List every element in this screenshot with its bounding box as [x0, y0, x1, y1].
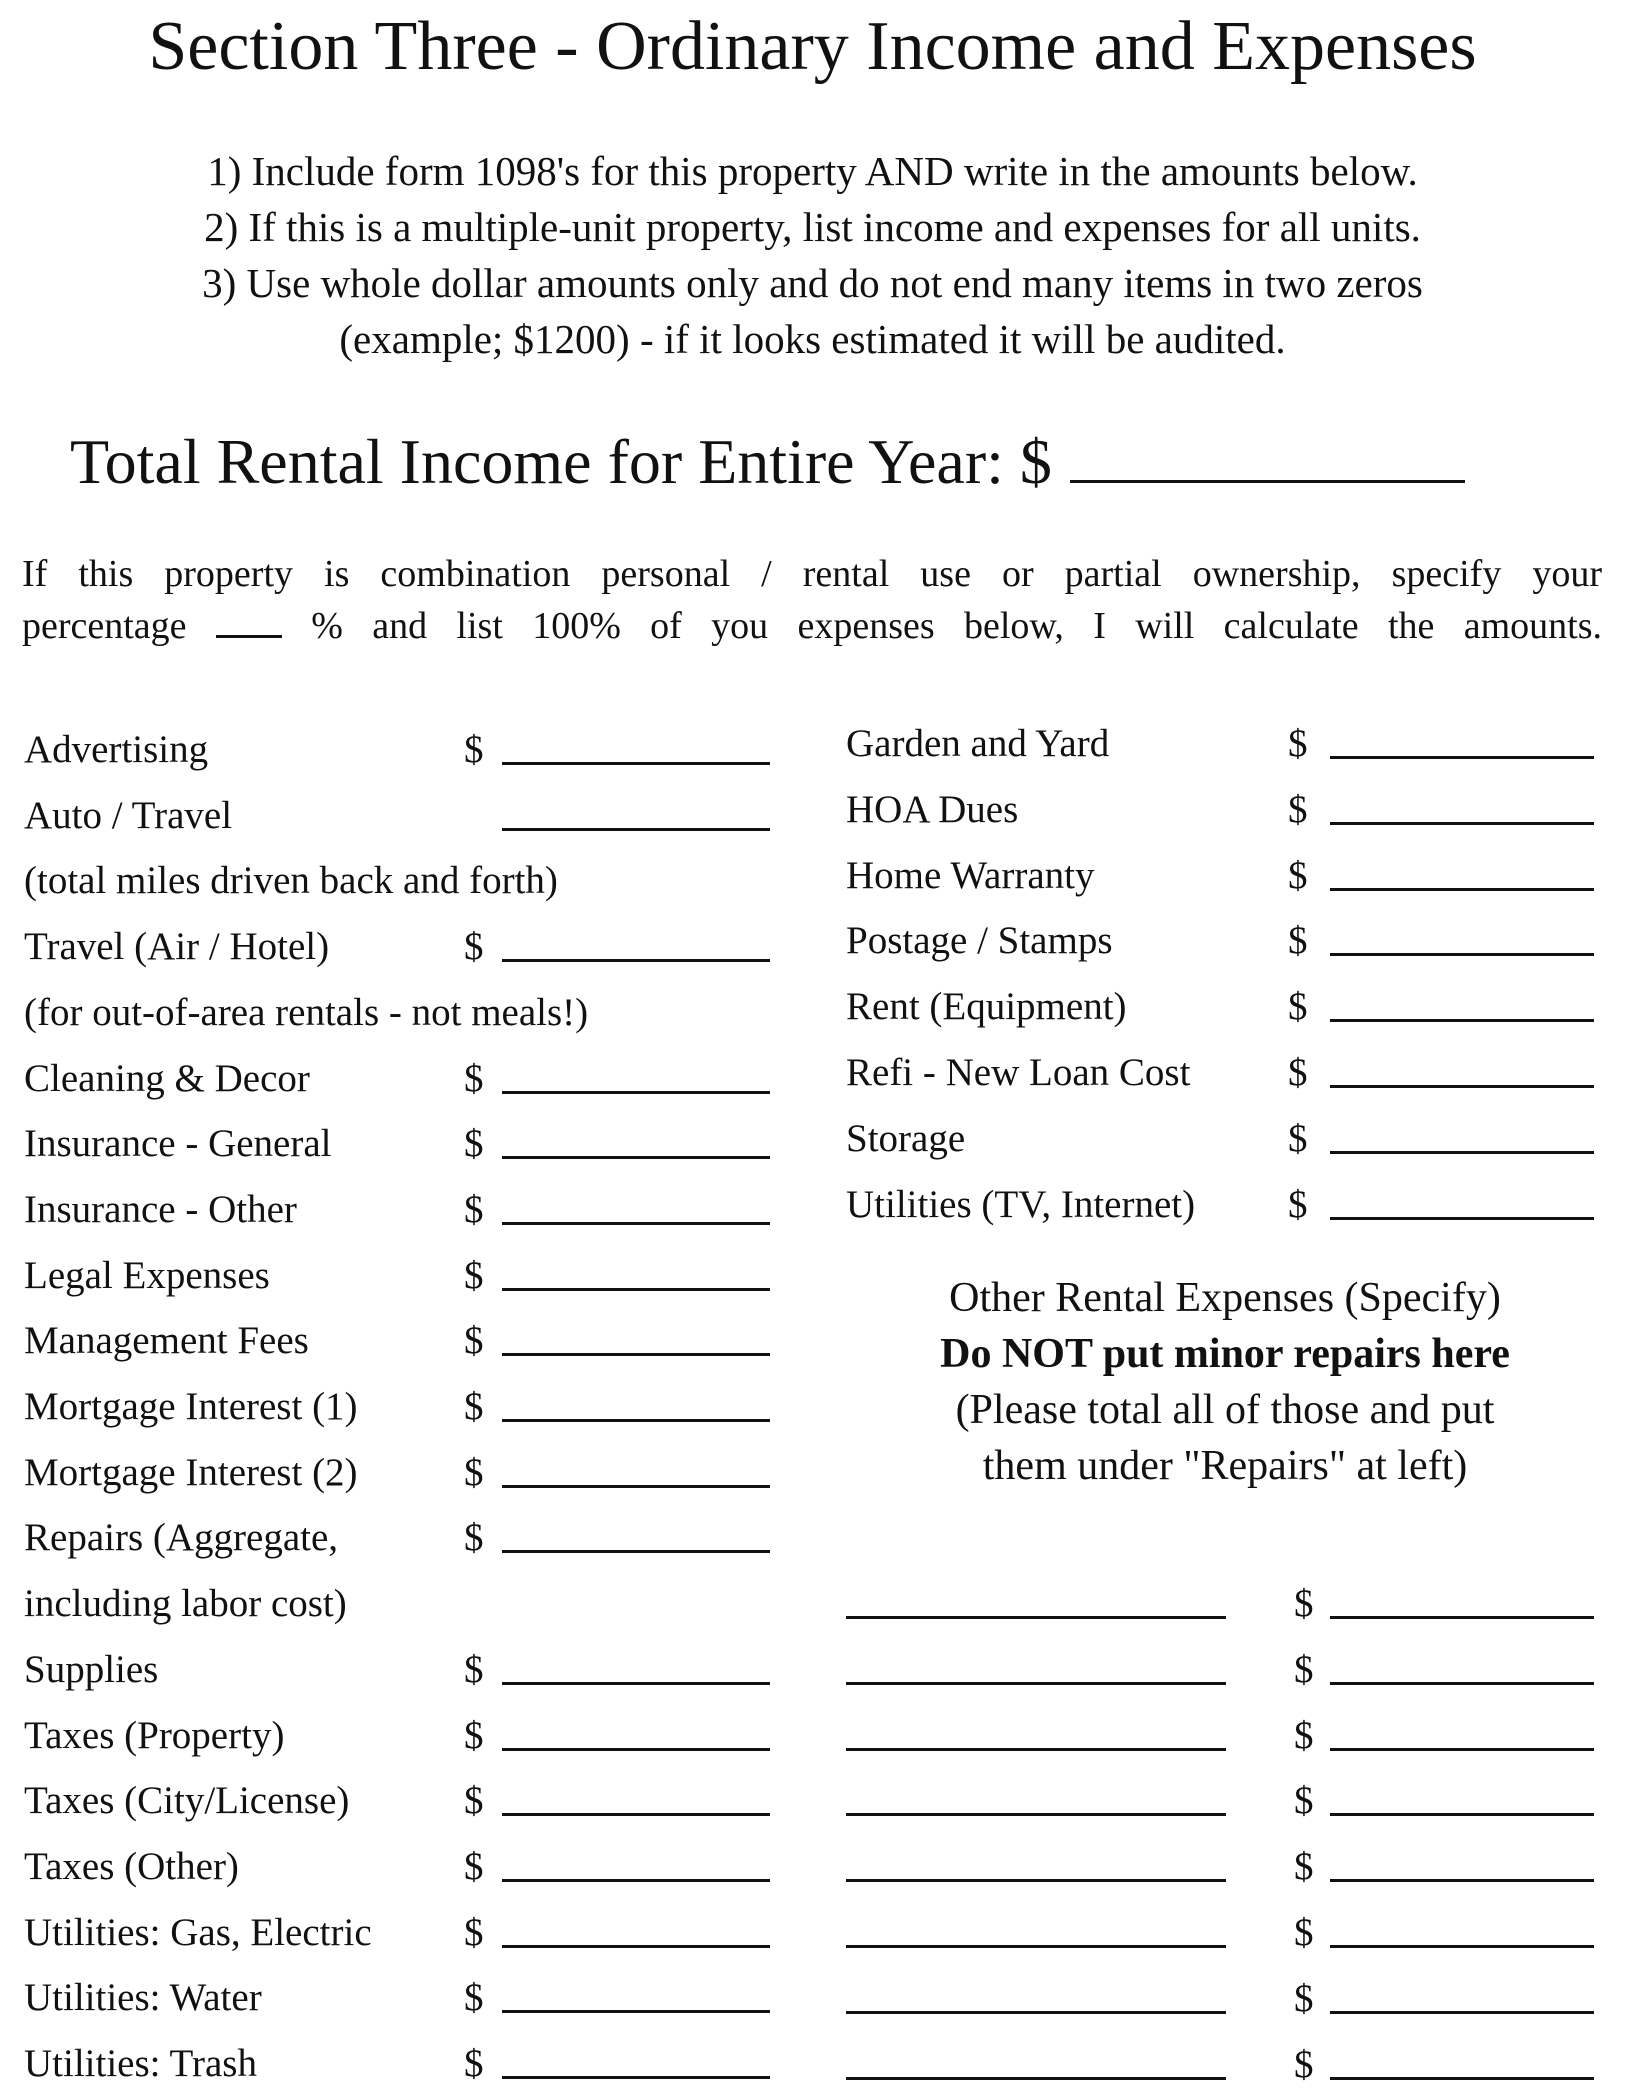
- dollar-sign: $: [1294, 1713, 1314, 1757]
- amount-field-utilities-water[interactable]: [502, 1966, 770, 2013]
- expense-label: Utilities: Water: [24, 1976, 262, 2020]
- dollar-sign: $: [1288, 919, 1308, 963]
- instruction-2: 2) If this is a multiple-unit property, list income and expenses for all units.: [204, 204, 1421, 250]
- dollar-sign: $: [1294, 1845, 1314, 1889]
- dollar-sign: $: [1288, 1051, 1308, 1094]
- expense-label: Utilities: Gas, Electric: [24, 1910, 372, 1954]
- expense-row-taxes-property: [24, 1704, 784, 1768]
- expense-label: Taxes (Property): [24, 1713, 285, 1757]
- instruction-3: 3) Use whole dollar amounts only and do not end many items in two zeros: [202, 260, 1423, 306]
- amount-field-cleaning-decor[interactable]: [502, 1047, 770, 1094]
- amount-field-utilities-trash[interactable]: [502, 2032, 770, 2079]
- other-expense-amount-field[interactable]: [1330, 1572, 1594, 1619]
- other-expenses-instruction-2: them under "Repairs" at left): [982, 1443, 1468, 1489]
- dollar-sign: $: [464, 1779, 484, 1823]
- expense-row-travel-air-hotel: [24, 915, 784, 979]
- expense-label: Utilities: Trash: [24, 2042, 257, 2085]
- expense-label: Repairs (Aggregate,: [24, 1516, 339, 1560]
- expense-label: HOA Dues: [846, 787, 1019, 831]
- other-expense-amount-field[interactable]: [1330, 1769, 1594, 1816]
- expense-row-including-labor-cost: [24, 1572, 784, 1636]
- dollar-sign: $: [464, 1713, 484, 1757]
- expense-label: Legal Expenses: [24, 1253, 270, 1297]
- expense-label: Insurance - Other: [24, 1187, 297, 1231]
- expense-label: Rent (Equipment): [846, 985, 1127, 1029]
- expense-label: Home Warranty: [846, 853, 1095, 897]
- dollar-sign: $: [1288, 787, 1308, 831]
- partial-use-line-2: [22, 600, 1602, 652]
- dollar-sign: $: [1294, 1647, 1314, 1691]
- amount-field-taxes-city-license[interactable]: [502, 1769, 770, 1816]
- expense-row-mortgage-interest-1: [24, 1375, 784, 1439]
- other-expense-description-field[interactable]: [846, 1967, 1226, 2014]
- dollar-sign: $: [464, 1187, 484, 1231]
- dollar-sign: $: [464, 1122, 484, 1166]
- expense-label: Postage / Stamps: [846, 919, 1113, 963]
- expense-label: (total miles driven back and forth): [24, 859, 558, 903]
- dollar-sign: $: [464, 1647, 484, 1691]
- expense-row-advertising: [24, 718, 784, 782]
- amount-field-hoa-dues[interactable]: [1330, 778, 1594, 825]
- expense-row-garden-and-yard: [846, 712, 1606, 776]
- dollar-sign: $: [464, 1910, 484, 1954]
- expense-row-supplies: [24, 1638, 784, 1702]
- expense-label: Mortgage Interest (2): [24, 1450, 358, 1494]
- expense-label: Garden and Yard: [846, 722, 1110, 765]
- expense-row-utilities-water: [24, 1966, 784, 2030]
- expense-row-rent-equipment: [846, 975, 1606, 1039]
- other-expense-amount-field[interactable]: [1330, 2033, 1594, 2080]
- amount-field-mortgage-interest-1[interactable]: [502, 1375, 770, 1422]
- amount-field-travel-air-hotel[interactable]: [502, 915, 770, 962]
- expense-row-postage-stamps: [846, 909, 1606, 973]
- amount-field-insurance-general[interactable]: [502, 1112, 770, 1159]
- dollar-sign: $: [464, 925, 484, 969]
- dollar-sign: $: [1288, 1116, 1308, 1160]
- expense-row-mortgage-interest-2: [24, 1441, 784, 1505]
- expense-label: Taxes (Other): [24, 1844, 239, 1888]
- percentage-label: percentage: [22, 605, 187, 647]
- expense-label: Cleaning & Decor: [24, 1056, 310, 1100]
- other-expense-amount-field[interactable]: [1330, 1835, 1594, 1882]
- dollar-sign: $: [464, 1844, 484, 1888]
- other-expense-row: [846, 1901, 1606, 1965]
- total-rental-income-field[interactable]: [1070, 418, 1465, 483]
- other-expense-description-field[interactable]: [846, 1769, 1226, 1816]
- dollar-sign: $: [464, 1253, 484, 1297]
- instructions: [0, 143, 1625, 367]
- percentage-suffix: % and list 100% of you expenses below, I will calculate the amounts.: [311, 605, 1603, 647]
- amount-field-utilities-tv-internet[interactable]: [1330, 1173, 1594, 1220]
- other-expenses-instruction-1: (Please total all of those and put: [955, 1387, 1495, 1433]
- page-title: Section Three - Ordinary Income and Expenses: [148, 8, 1477, 85]
- expense-label: Storage: [846, 1116, 966, 1160]
- total-rental-income-label: Total Rental Income for Entire Year: $: [70, 426, 1052, 497]
- other-expense-description-field[interactable]: [846, 2033, 1226, 2080]
- expense-row-legal-expenses: [24, 1244, 784, 1308]
- dollar-sign: $: [1294, 1582, 1314, 1625]
- dollar-sign: $: [1288, 1182, 1308, 1226]
- expense-row-hoa-dues: [846, 778, 1606, 842]
- other-expense-amount-field[interactable]: [1330, 1704, 1594, 1751]
- dollar-sign: $: [464, 1319, 484, 1363]
- expense-label: Mortgage Interest (1): [24, 1385, 358, 1428]
- amount-field-utilities-gas-electric[interactable]: [502, 1901, 770, 1948]
- expense-label: Travel (Air / Hotel): [24, 925, 330, 969]
- amount-field-management-fees[interactable]: [502, 1309, 770, 1356]
- amount-field-rent-equipment[interactable]: [1330, 975, 1594, 1022]
- expense-row-utilities-tv-internet: [846, 1173, 1606, 1237]
- percentage-field[interactable]: [216, 605, 282, 638]
- expense-row-insurance-general: [24, 1112, 784, 1176]
- dollar-sign: $: [464, 728, 484, 771]
- other-expense-amount-field[interactable]: [1330, 1967, 1594, 2014]
- expense-row-storage: [846, 1107, 1606, 1171]
- other-expense-amount-field[interactable]: [1330, 1901, 1594, 1948]
- dollar-sign: $: [464, 2042, 484, 2085]
- expense-label: Utilities (TV, Internet): [846, 1182, 1196, 1226]
- dollar-sign: $: [1294, 1976, 1314, 2020]
- expense-row-refi-new-loan-cost: [846, 1041, 1606, 1105]
- other-expense-description-field[interactable]: [846, 1704, 1226, 1751]
- expense-row-total-miles-driven-back-and-forth: [24, 849, 784, 913]
- dollar-sign: $: [1288, 985, 1308, 1029]
- expense-label: Supplies: [24, 1647, 159, 1691]
- expense-row-taxes-other: [24, 1835, 784, 1899]
- dollar-sign: $: [1288, 722, 1308, 765]
- dollar-sign: $: [464, 1385, 484, 1428]
- expense-row-utilities-gas-electric: [24, 1901, 784, 1965]
- expense-row-taxes-city-license: [24, 1769, 784, 1833]
- instruction-1: 1) Include form 1098's for this property AND write in the amounts below.: [207, 148, 1418, 194]
- expense-row-utilities-trash: [24, 2032, 784, 2096]
- other-expense-description-field[interactable]: [846, 1835, 1226, 1882]
- amount-field-postage-stamps[interactable]: [1330, 909, 1594, 956]
- other-expenses-heading: [840, 1270, 1610, 1494]
- other-expense-row: [846, 1835, 1606, 1899]
- other-expense-row: [846, 1704, 1606, 1768]
- dollar-sign: $: [464, 1056, 484, 1100]
- amount-field-repairs-aggregate[interactable]: [502, 1506, 770, 1553]
- expense-row-management-fees: [24, 1309, 784, 1373]
- other-expense-row: [846, 1572, 1606, 1636]
- expense-label: Auto / Travel: [24, 793, 233, 837]
- other-expense-row: [846, 1769, 1606, 1833]
- amount-field-refi-new-loan-cost[interactable]: [1330, 1041, 1594, 1088]
- amount-field-storage[interactable]: [1330, 1107, 1594, 1154]
- expense-row-insurance-other: [24, 1178, 784, 1242]
- amount-field-auto-travel[interactable]: [502, 784, 770, 831]
- other-expense-description-field[interactable]: [846, 1572, 1226, 1619]
- expense-label: Taxes (City/License): [24, 1779, 350, 1823]
- expense-row-for-out-of-area-rentals-not-meals: [24, 981, 784, 1045]
- dollar-sign: $: [1294, 2042, 1314, 2086]
- expense-label: Refi - New Loan Cost: [846, 1051, 1191, 1094]
- expense-label: (for out-of-area rentals - not meals!): [24, 990, 589, 1034]
- other-expense-amount-field[interactable]: [1330, 1638, 1594, 1685]
- amount-field-legal-expenses[interactable]: [502, 1244, 770, 1291]
- partial-use-note: [22, 548, 1602, 652]
- other-expense-row: [846, 1638, 1606, 1702]
- expense-label: Management Fees: [24, 1319, 309, 1363]
- dollar-sign: $: [464, 1450, 484, 1494]
- other-expense-row: [846, 2033, 1606, 2097]
- amount-field-taxes-other[interactable]: [502, 1835, 770, 1882]
- amount-field-home-warranty[interactable]: [1330, 844, 1594, 891]
- other-expense-description-field[interactable]: [846, 1901, 1226, 1948]
- dollar-sign: $: [464, 1516, 484, 1560]
- amount-field-advertising[interactable]: [502, 718, 770, 765]
- amount-field-insurance-other[interactable]: [502, 1178, 770, 1225]
- other-expense-row: [846, 1967, 1606, 2031]
- other-expenses-title: Other Rental Expenses (Specify): [949, 1275, 1501, 1321]
- expense-row-repairs-aggregate: [24, 1506, 784, 1570]
- dollar-sign: $: [1294, 1911, 1314, 1954]
- amount-field-supplies[interactable]: [502, 1638, 770, 1685]
- amount-field-mortgage-interest-2[interactable]: [502, 1441, 770, 1488]
- instruction-3-continued: (example; $1200) - if it looks estimated it will be audited.: [339, 316, 1286, 362]
- total-rental-income: [70, 418, 1465, 504]
- partial-use-line-1: If this property is combination personal / rental use or partial ownership, specify your: [22, 553, 1602, 595]
- dollar-sign: $: [464, 1976, 484, 2020]
- expense-label: Insurance - General: [24, 1122, 332, 1166]
- expense-row-cleaning-decor: [24, 1047, 784, 1111]
- amount-field-taxes-property[interactable]: [502, 1704, 770, 1751]
- expense-row-auto-travel: [24, 784, 784, 848]
- other-expenses-warning: Do NOT put minor repairs here: [940, 1331, 1510, 1377]
- dollar-sign: $: [1288, 853, 1308, 897]
- dollar-sign: $: [1294, 1779, 1314, 1823]
- expense-row-home-warranty: [846, 844, 1606, 908]
- expense-label: Advertising: [24, 728, 209, 771]
- amount-field-garden-and-yard[interactable]: [1330, 712, 1594, 759]
- expense-label: including labor cost): [24, 1582, 347, 1626]
- other-expense-description-field[interactable]: [846, 1638, 1226, 1685]
